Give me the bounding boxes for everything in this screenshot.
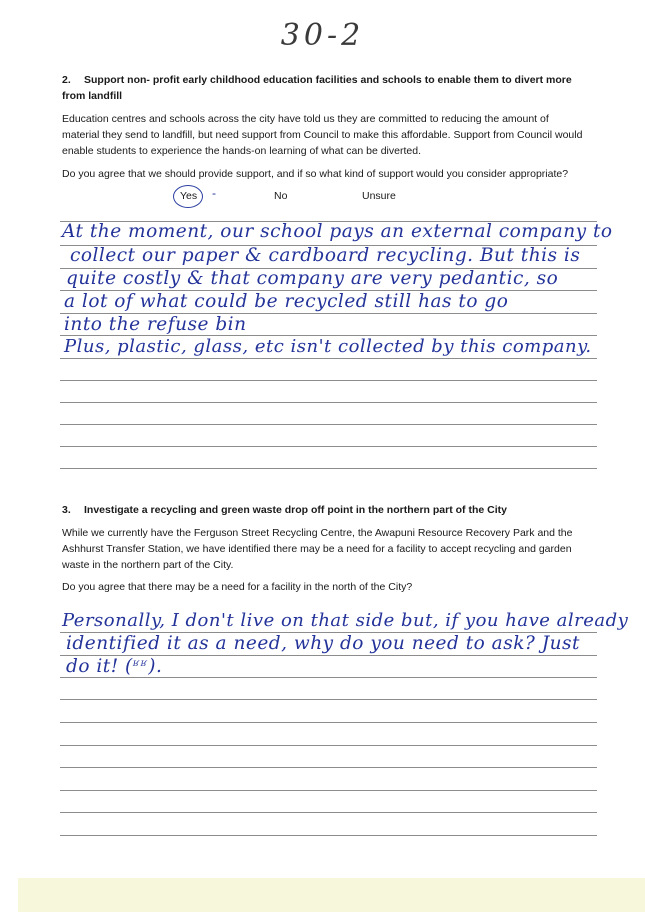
answer-rule [60, 468, 597, 469]
answer-rule [60, 835, 597, 836]
handwritten-answer-line: Personally, I don't live on that side but, if you have already [62, 610, 629, 631]
handwritten-answer-line: Plus, plastic, glass, etc isn't collected by this company. [64, 336, 592, 357]
answer-rule [60, 745, 597, 746]
section-2-heading [62, 72, 582, 104]
answer-rule [60, 699, 597, 700]
answer-rule [60, 677, 597, 678]
handwritten-answer-line: At the moment, our school pays an external company to [62, 221, 613, 242]
answer-rule [60, 790, 597, 791]
section-2-paragraph: Education centres and schools across the city have told us they are committed to reducing the amount of material they send to landfill, but need support from Council to make this affordable. Support from Council would enable students to experience the hands-on learning of what can be diverted. [62, 113, 583, 157]
answer-rule [60, 358, 597, 359]
page-number: 30-2 [280, 18, 365, 53]
section-2-question: Do you agree that we should provide support, and if so what kind of support would you consider appropriate? [62, 168, 569, 180]
pen-mark-icon: - [212, 186, 216, 200]
handwritten-answer-line: quite costly & that company are very pedantic, so [66, 268, 559, 289]
answer-rule [60, 424, 597, 425]
option-no[interactable]: No [274, 190, 288, 202]
section-3-paragraph: While we currently have the Ferguson Street Recycling Centre, the Awapuni Resource Recovery Park and the Ashhurst Transfer Station, we have identified there may be a need for a facility to accept recycling and garden waste in the northern part of the City. [62, 527, 573, 571]
handwritten-answer-line: do it! (ʶʶ). [66, 656, 163, 677]
answer-rule [60, 402, 597, 403]
footer-band [18, 878, 645, 912]
section-2-title: Support non- profit early childhood education facilities and schools to enable them to divert more from landfill [62, 74, 572, 102]
section-3-title: Investigate a recycling and green waste drop off point in the northern part of the City [84, 504, 507, 516]
answer-rule [60, 812, 597, 813]
handwritten-answer-line: collect our paper & cardboard recycling. But this is [70, 245, 581, 266]
answer-rule [60, 380, 597, 381]
section-3-question: Do you agree that there may be a need for a facility in the north of the City? [62, 581, 413, 593]
section-2-number: 2. [62, 74, 71, 86]
handwritten-answer-line: into the refuse bin [64, 314, 247, 335]
handwritten-answer-line: a lot of what could be recycled still has to go [64, 291, 509, 312]
option-unsure[interactable]: Unsure [362, 190, 396, 202]
answer-rule [60, 446, 597, 447]
answer-rule [60, 767, 597, 768]
option-yes[interactable]: Yes [180, 190, 198, 202]
answer-rule [60, 722, 597, 723]
section-3-heading [62, 502, 602, 518]
section-3-number: 3. [62, 504, 71, 516]
handwritten-answer-line: identified it as a need, why do you need to ask? Just [66, 633, 580, 654]
